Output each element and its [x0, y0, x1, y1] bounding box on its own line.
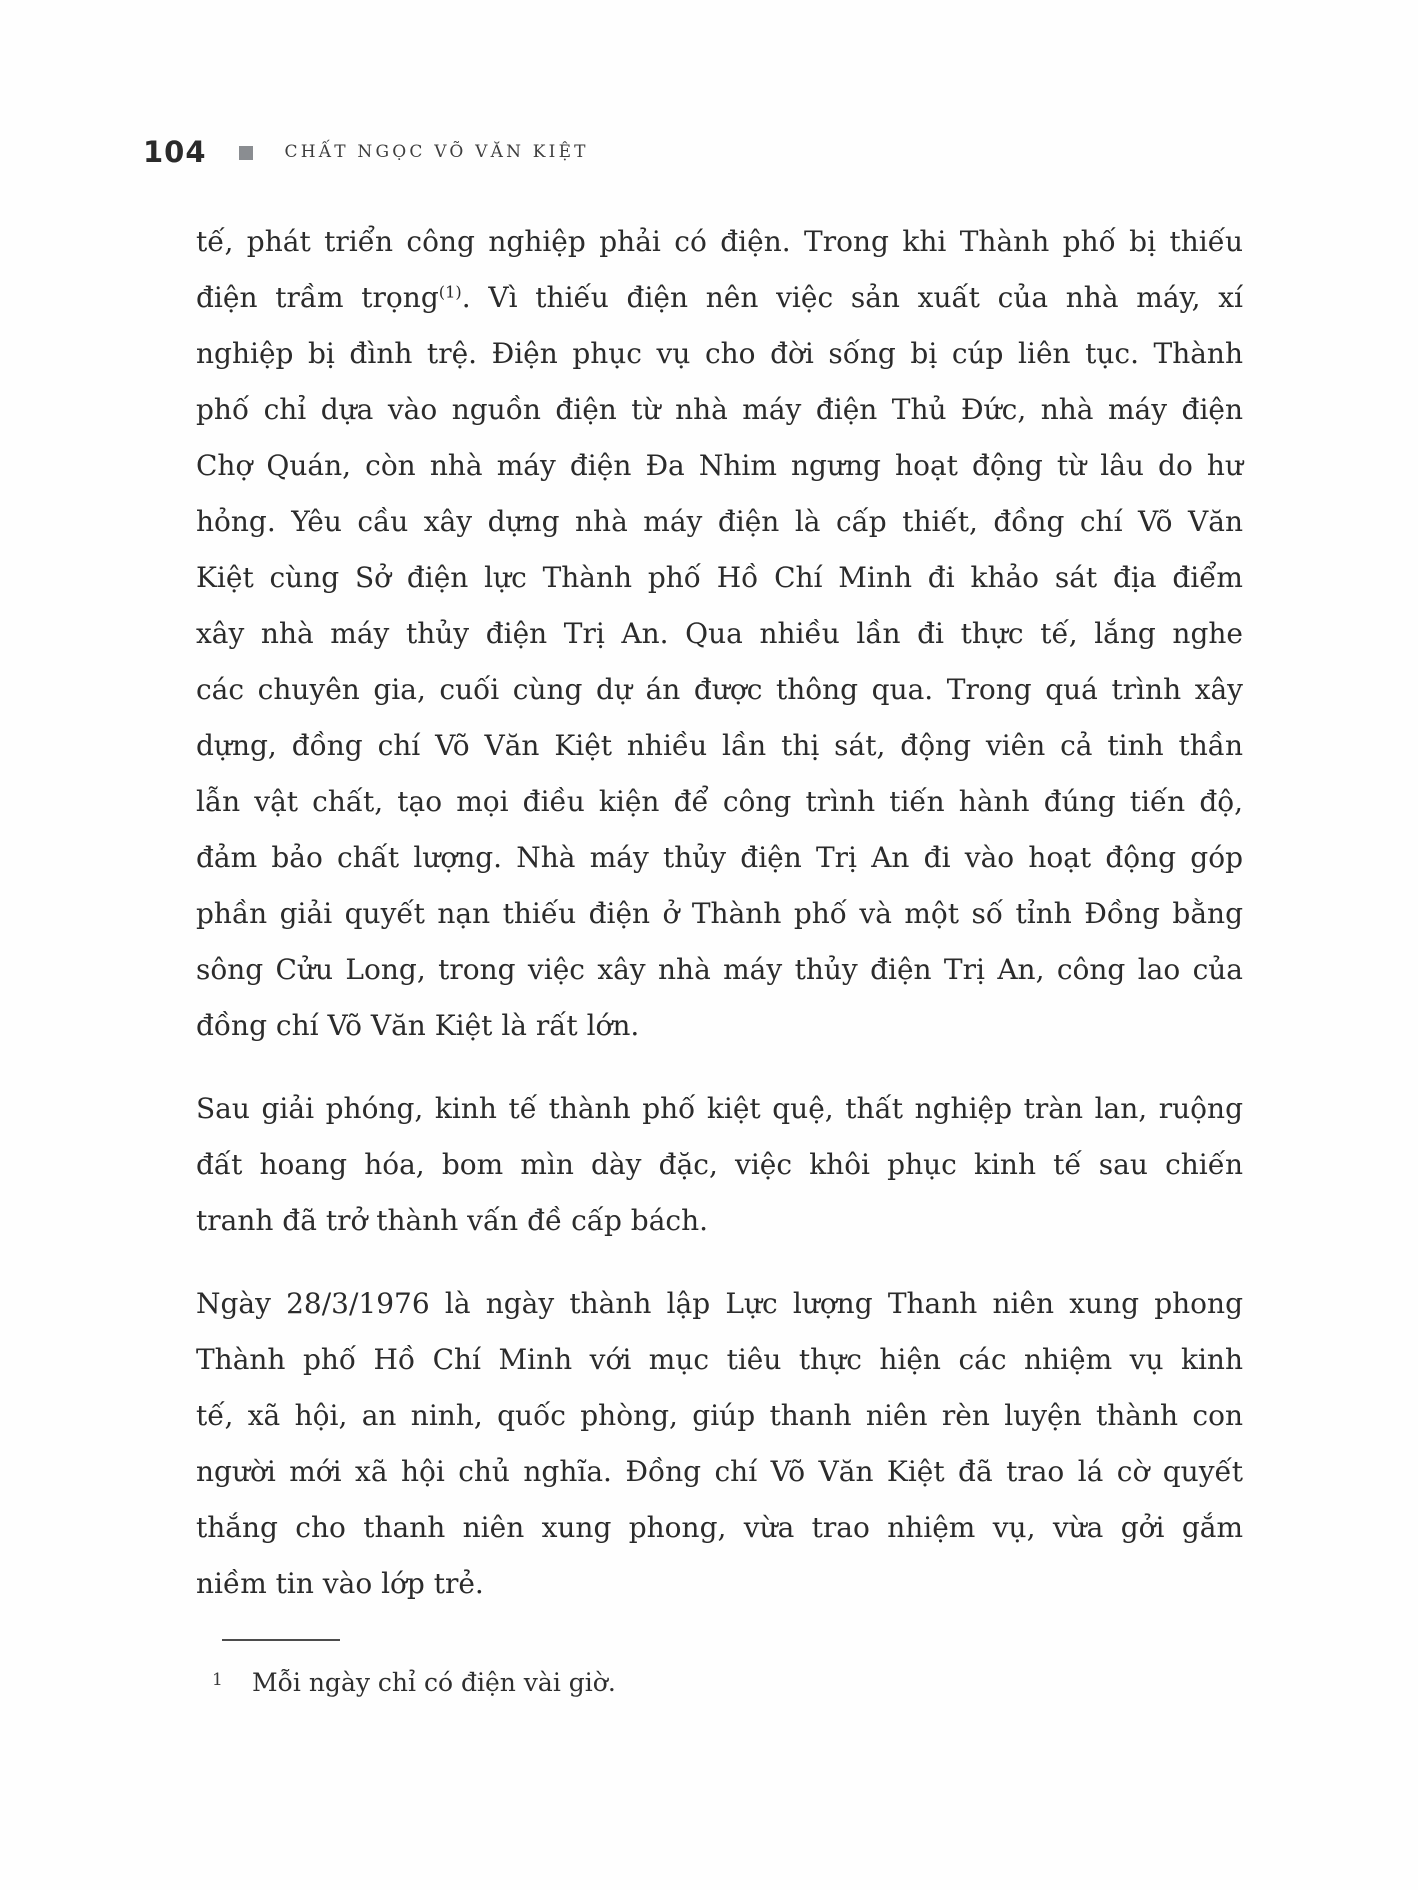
- text-segment: tế, xã hội, an ninh, quốc phòng, giúp thanh niên rèn luyện thành con: [196, 1399, 1243, 1432]
- footnote-reference: (1): [438, 282, 462, 302]
- text-segment: sông Cửu Long, trong việc xây nhà máy thủy điện Trị An, công lao của: [196, 953, 1243, 986]
- running-title: CHẤT NGỌC VÕ VĂN KIỆT: [284, 142, 589, 162]
- text-line: [196, 606, 1243, 662]
- body-text: [196, 214, 1243, 1701]
- text-segment: người mới xã hội chủ nghĩa. Đồng chí Võ Văn Kiệt đã trao lá cờ quyết: [196, 1455, 1243, 1488]
- body-paragraph: [196, 1276, 1243, 1612]
- text-line: [196, 1556, 1243, 1612]
- text-segment: Kiệt cùng Sở điện lực Thành phố Hồ Chí Minh đi khảo sát địa điểm: [196, 561, 1243, 594]
- text-segment: đảm bảo chất lượng. Nhà máy thủy điện Trị An đi vào hoạt động góp: [196, 841, 1243, 874]
- body-paragraph: [196, 1081, 1243, 1249]
- text-line: [196, 326, 1243, 382]
- text-line: [196, 1193, 1243, 1249]
- text-segment: tranh đã trở thành vấn đề cấp bách.: [196, 1204, 709, 1237]
- text-line: [196, 1081, 1243, 1137]
- text-segment: phố chỉ dựa vào nguồn điện từ nhà máy điện Thủ Đức, nhà máy điện: [196, 393, 1243, 426]
- text-line: [196, 1332, 1243, 1388]
- text-line: [196, 1388, 1243, 1444]
- text-segment: tế, phát triển công nghiệp phải có điện. Trong khi Thành phố bị thiếu: [196, 225, 1243, 258]
- text-segment: các chuyên gia, cuối cùng dự án được thông qua. Trong quá trình xây: [196, 673, 1243, 706]
- text-line: [196, 662, 1243, 718]
- text-line: [196, 774, 1243, 830]
- text-line: [196, 382, 1243, 438]
- footnote: [196, 1639, 1243, 1701]
- text-line: [196, 214, 1243, 270]
- text-segment: đồng chí Võ Văn Kiệt là rất lớn.: [196, 1009, 640, 1042]
- footnote-row: [196, 1665, 1243, 1701]
- text-segment: Sau giải phóng, kinh tế thành phố kiệt quệ, thất nghiệp tràn lan, ruộng: [196, 1092, 1243, 1125]
- text-segment: phần giải quyết nạn thiếu điện ở Thành phố và một số tỉnh Đồng bằng: [196, 897, 1243, 930]
- text-segment: lẫn vật chất, tạo mọi điều kiện để công trình tiến hành đúng tiến độ,: [196, 785, 1243, 818]
- text-segment: Chợ Quán, còn nhà máy điện Đa Nhim ngưng hoạt động từ lâu do hư: [196, 449, 1243, 482]
- text-line: [196, 942, 1243, 998]
- text-line: [196, 1276, 1243, 1332]
- text-line: [196, 270, 1243, 326]
- text-segment: nghiệp bị đình trệ. Điện phục vụ cho đời sống bị cúp liên tục. Thành: [196, 337, 1243, 370]
- text-segment: Ngày 28/3/1976 là ngày thành lập Lực lượng Thanh niên xung phong: [196, 1287, 1243, 1320]
- text-line: [196, 1500, 1243, 1556]
- text-line: [196, 438, 1243, 494]
- text-segment: điện trầm trọng: [196, 281, 439, 314]
- text-segment: thắng cho thanh niên xung phong, vừa trao nhiệm vụ, vừa gởi gắm: [196, 1511, 1243, 1544]
- text-segment: đất hoang hóa, bom mìn dày đặc, việc khôi phục kinh tế sau chiến: [196, 1148, 1243, 1181]
- page-number: 104: [143, 135, 207, 169]
- footnote-text: Mỗi ngày chỉ có điện vài giờ.: [252, 1668, 616, 1697]
- footnote-marker: 1: [212, 1670, 223, 1690]
- text-line: [196, 494, 1243, 550]
- body-paragraph: [196, 214, 1243, 1054]
- text-line: [196, 886, 1243, 942]
- text-line: [196, 550, 1243, 606]
- text-line: [196, 1137, 1243, 1193]
- text-segment: . Vì thiếu điện nên việc sản xuất của nhà máy, xí: [461, 281, 1243, 314]
- text-segment: xây nhà máy thủy điện Trị An. Qua nhiều lần đi thực tế, lắng nghe: [196, 617, 1243, 650]
- text-segment: hỏng. Yêu cầu xây dựng nhà máy điện là cấp thiết, đồng chí Võ Văn: [196, 505, 1243, 538]
- text-line: [196, 1444, 1243, 1500]
- text-segment: niềm tin vào lớp trẻ.: [196, 1567, 484, 1600]
- page-header: [143, 135, 589, 169]
- text-line: [196, 998, 1243, 1054]
- text-segment: Thành phố Hồ Chí Minh với mục tiêu thực hiện các nhiệm vụ kinh: [196, 1343, 1243, 1376]
- square-bullet-icon: [239, 146, 253, 160]
- footnote-divider: [222, 1639, 340, 1641]
- text-line: [196, 830, 1243, 886]
- text-segment: dựng, đồng chí Võ Văn Kiệt nhiều lần thị sát, động viên cả tinh thần: [196, 729, 1243, 762]
- text-line: [196, 718, 1243, 774]
